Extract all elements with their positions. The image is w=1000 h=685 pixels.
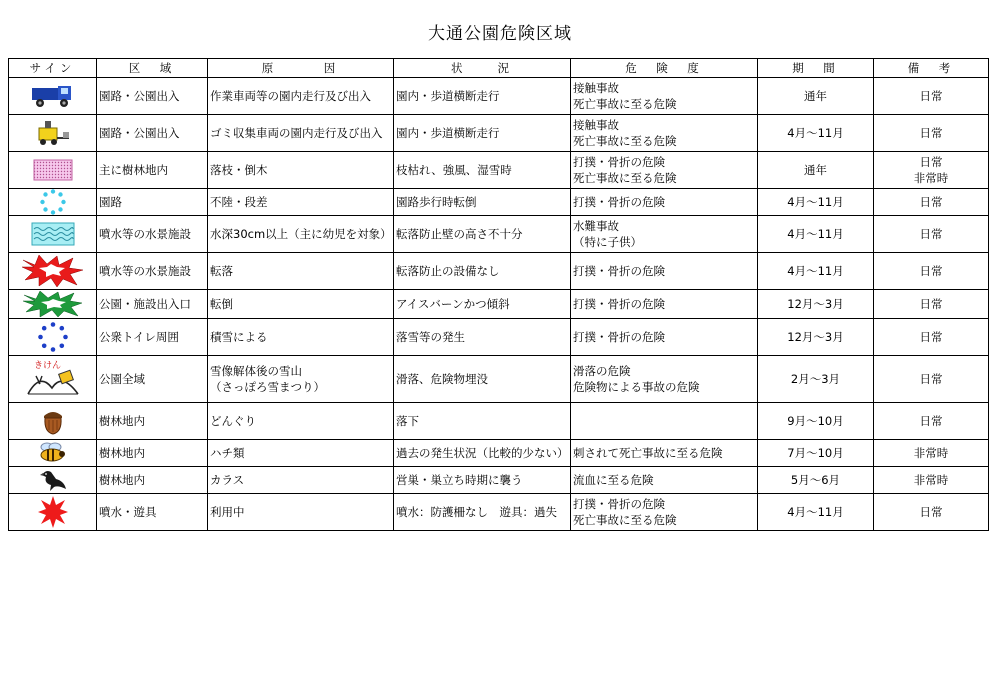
bee-icon	[37, 441, 69, 465]
condition-cell: 転落防止の設備なし	[394, 253, 571, 290]
condition-cell: 過去の発生状況（比較的少ない）	[394, 440, 571, 467]
sign-cell	[9, 356, 97, 403]
area-cell: 噴水等の水景施設	[97, 253, 208, 290]
table-row	[9, 319, 989, 356]
period-cell: 4月～11月	[758, 115, 874, 152]
table-row	[9, 440, 989, 467]
area-cell: 園路・公園出入	[97, 78, 208, 115]
area-cell: 主に樹林地内	[97, 152, 208, 189]
cause-cell: どんぐり	[208, 403, 394, 440]
risk-cell: 打撲・骨折の危険 死亡事故に至る危険	[571, 152, 758, 189]
condition-cell: アイスバーンかつ傾斜	[394, 290, 571, 319]
condition-cell: 噴水：防護柵なし 遊具：過失	[394, 494, 571, 531]
area-cell: 噴水等の水景施設	[97, 216, 208, 253]
table-row	[9, 290, 989, 319]
area-cell: 樹林地内	[97, 467, 208, 494]
period-cell: 7月～10月	[758, 440, 874, 467]
notes-cell: 日常	[874, 78, 989, 115]
risk-cell: 滑落の危険 危険物による事故の危険	[571, 356, 758, 403]
cause-cell: 不陸・段差	[208, 189, 394, 216]
sign-cell	[9, 494, 97, 531]
condition-cell: 園路歩行時転倒	[394, 189, 571, 216]
condition-cell: 枝枯れ、強風、湿雪時	[394, 152, 571, 189]
sign-cell	[9, 115, 97, 152]
red-burst-icon	[21, 254, 85, 288]
period-cell: 9月～10月	[758, 403, 874, 440]
area-cell: 園路・公園出入	[97, 115, 208, 152]
col-condition: 状 況	[394, 59, 571, 78]
hazard-table	[8, 58, 989, 531]
cause-cell: ゴミ収集車両の園内走行及び出入	[208, 115, 394, 152]
cause-cell: 落枝・倒木	[208, 152, 394, 189]
period-cell: 通年	[758, 152, 874, 189]
cause-cell: 作業車両等の園内走行及び出入	[208, 78, 394, 115]
sign-cell	[9, 152, 97, 189]
notes-cell: 日常	[874, 403, 989, 440]
table-row	[9, 356, 989, 403]
sign-cell	[9, 403, 97, 440]
notes-cell: 日常	[874, 216, 989, 253]
condition-cell: 園内・歩道横断走行	[394, 78, 571, 115]
area-cell: 樹林地内	[97, 440, 208, 467]
period-cell: 2月～3月	[758, 356, 874, 403]
risk-cell: 流血に至る危険	[571, 467, 758, 494]
risk-cell: 打撲・骨折の危険	[571, 253, 758, 290]
cause-cell: 利用中	[208, 494, 394, 531]
risk-cell: 接触事故 死亡事故に至る危険	[571, 78, 758, 115]
col-period: 期 間	[758, 59, 874, 78]
notes-cell: 日常 非常時	[874, 152, 989, 189]
area-cell: 園路	[97, 189, 208, 216]
table-row	[9, 216, 989, 253]
kiken-label: きけん	[33, 361, 61, 371]
condition-cell: 営巣・巣立ち時期に襲う	[394, 467, 571, 494]
table-row	[9, 152, 989, 189]
col-notes: 備 考	[874, 59, 989, 78]
area-cell: 公衆トイレ周囲	[97, 319, 208, 356]
condition-cell: 落雪等の発生	[394, 319, 571, 356]
cyan-dot-circle-icon	[39, 189, 67, 215]
notes-cell: 非常時	[874, 440, 989, 467]
sign-cell	[9, 290, 97, 319]
green-burst-icon	[22, 290, 84, 318]
period-cell: 4月～11月	[758, 494, 874, 531]
header-row	[9, 59, 989, 78]
risk-cell: 打撲・骨折の危険 死亡事故に至る危険	[571, 494, 758, 531]
area-cell: 公園全域	[97, 356, 208, 403]
period-cell: 通年	[758, 78, 874, 115]
cause-cell: 転倒	[208, 290, 394, 319]
sign-cell	[9, 189, 97, 216]
col-area: 区 域	[97, 59, 208, 78]
risk-cell: 水難事故 （特に子供）	[571, 216, 758, 253]
risk-cell: 打撲・骨折の危険	[571, 290, 758, 319]
garbage-vehicle-icon	[33, 118, 73, 148]
condition-cell: 転落防止壁の高さ不十分	[394, 216, 571, 253]
period-cell: 12月～3月	[758, 290, 874, 319]
notes-cell: 非常時	[874, 467, 989, 494]
cause-cell: 転落	[208, 253, 394, 290]
water-wave-icon	[31, 221, 75, 247]
sign-cell	[9, 467, 97, 494]
notes-cell: 日常	[874, 494, 989, 531]
area-cell: 公園・施設出入口	[97, 290, 208, 319]
risk-cell: 打撲・骨折の危険	[571, 319, 758, 356]
table-row	[9, 467, 989, 494]
sign-cell	[9, 216, 97, 253]
area-cell: 噴水・遊具	[97, 494, 208, 531]
col-sign: サイン	[9, 59, 97, 78]
table-row	[9, 115, 989, 152]
period-cell: 5月～6月	[758, 467, 874, 494]
cause-cell: ハチ類	[208, 440, 394, 467]
dotted-pink-area-icon	[33, 158, 73, 182]
table-row	[9, 403, 989, 440]
notes-cell: 日常	[874, 253, 989, 290]
condition-cell: 落下	[394, 403, 571, 440]
cause-cell: 雪像解体後の雪山 （さっぽろ雪まつり）	[208, 356, 394, 403]
period-cell: 4月～11月	[758, 216, 874, 253]
table-row	[9, 78, 989, 115]
notes-cell: 日常	[874, 356, 989, 403]
condition-cell: 園内・歩道横断走行	[394, 115, 571, 152]
sign-cell	[9, 78, 97, 115]
notes-cell: 日常	[874, 115, 989, 152]
area-cell: 樹林地内	[97, 403, 208, 440]
period-cell: 4月～11月	[758, 189, 874, 216]
blue-dot-circle-icon	[38, 322, 68, 352]
cause-cell: 水深30cm以上（主に幼児を対象）	[208, 216, 394, 253]
cause-cell: 積雪による	[208, 319, 394, 356]
table-row	[9, 189, 989, 216]
risk-cell: 打撲・骨折の危険	[571, 189, 758, 216]
table-row	[9, 494, 989, 531]
cause-cell: カラス	[208, 467, 394, 494]
col-risk: 危 険 度	[571, 59, 758, 78]
condition-cell: 滑落、危険物埋没	[394, 356, 571, 403]
period-cell: 4月～11月	[758, 253, 874, 290]
risk-cell: 刺されて死亡事故に至る危険	[571, 440, 758, 467]
table-row	[9, 253, 989, 290]
kiken-sign-icon	[24, 358, 82, 400]
risk-cell	[571, 403, 758, 440]
notes-cell: 日常	[874, 189, 989, 216]
sign-cell	[9, 440, 97, 467]
sign-cell	[9, 253, 97, 290]
risk-cell: 接触事故 死亡事故に至る危険	[571, 115, 758, 152]
sign-cell	[9, 319, 97, 356]
acorn-icon	[40, 406, 66, 436]
notes-cell: 日常	[874, 290, 989, 319]
page-title: 大通公園危険区域	[428, 24, 572, 44]
truck-icon	[30, 82, 76, 110]
period-cell: 12月～3月	[758, 319, 874, 356]
red-star-burst-icon	[37, 495, 69, 529]
col-cause: 原 因	[208, 59, 394, 78]
crow-icon	[38, 467, 68, 493]
notes-cell: 日常	[874, 319, 989, 356]
